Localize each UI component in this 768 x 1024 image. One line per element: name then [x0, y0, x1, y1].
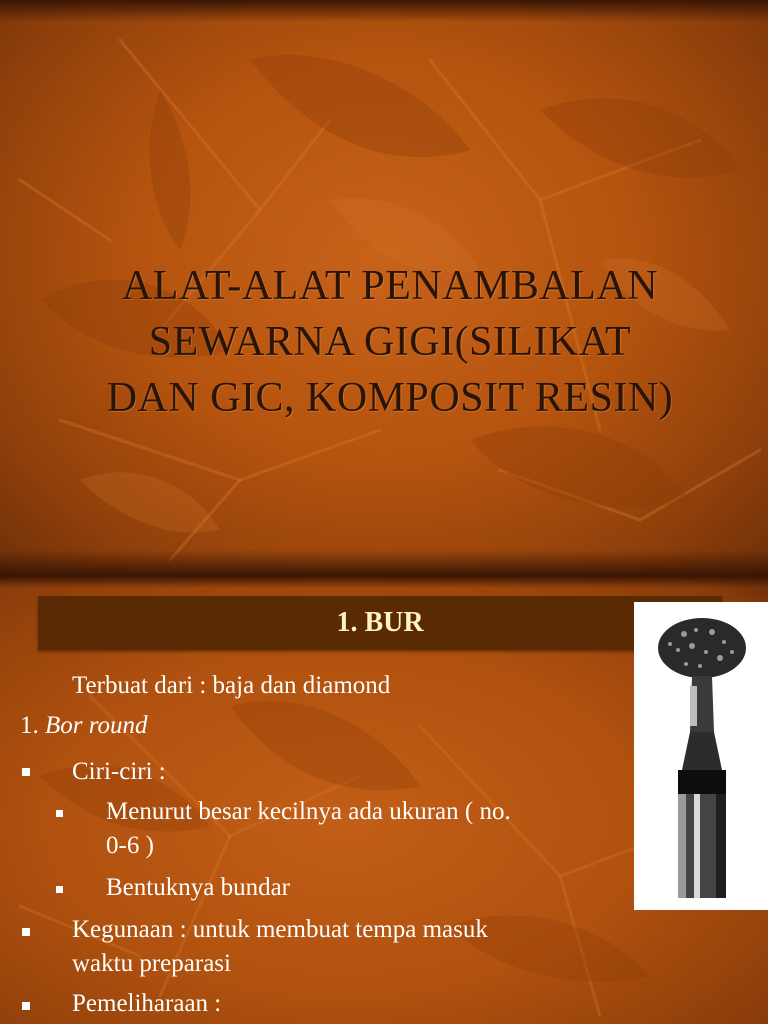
- slide-bottom-shadow: [0, 550, 768, 576]
- title-line-1: ALAT-ALAT PENAMBALAN: [121, 263, 659, 309]
- kegunaan-line1: Kegunaan : untuk membuat tempa masuk: [72, 916, 488, 943]
- square-bullet-icon: [22, 768, 30, 776]
- square-bullet-icon: [22, 928, 30, 936]
- square-bullet-icon: [56, 810, 63, 817]
- sub-item-shape: Bentuknya bundar: [106, 874, 290, 901]
- ciri-label: Ciri-ciri :: [72, 758, 166, 785]
- slide-heading: 1. BUR: [336, 607, 424, 638]
- item-name: Bor round: [45, 712, 148, 739]
- title-line-3: DAN GIC, KOMPOSIT RESIN): [106, 375, 674, 421]
- content-slide: [0, 576, 768, 1024]
- slide-title: [40, 258, 740, 426]
- slide-top-shadow: [0, 576, 768, 588]
- item-number: 1.: [20, 712, 39, 739]
- pemeliharaan-label: Pemeliharaan :: [72, 990, 222, 1017]
- title-line-2: SEWARNA GIGI(SILIKAT: [148, 319, 632, 365]
- round-bur-photo: [634, 602, 768, 910]
- item-heading: [20, 710, 148, 742]
- square-bullet-icon: [56, 886, 63, 893]
- square-bullet-icon: [22, 1002, 30, 1010]
- sub-item-size-line1: Menurut besar kecilnya ada ukuran ( no.: [106, 798, 511, 825]
- slide-top-shadow: [0, 0, 768, 22]
- sub-item-size-line2: 0-6 ): [106, 832, 154, 859]
- kegunaan-line2: waktu preparasi: [72, 950, 231, 977]
- material-line: Terbuat dari : baja dan diamond: [72, 672, 391, 699]
